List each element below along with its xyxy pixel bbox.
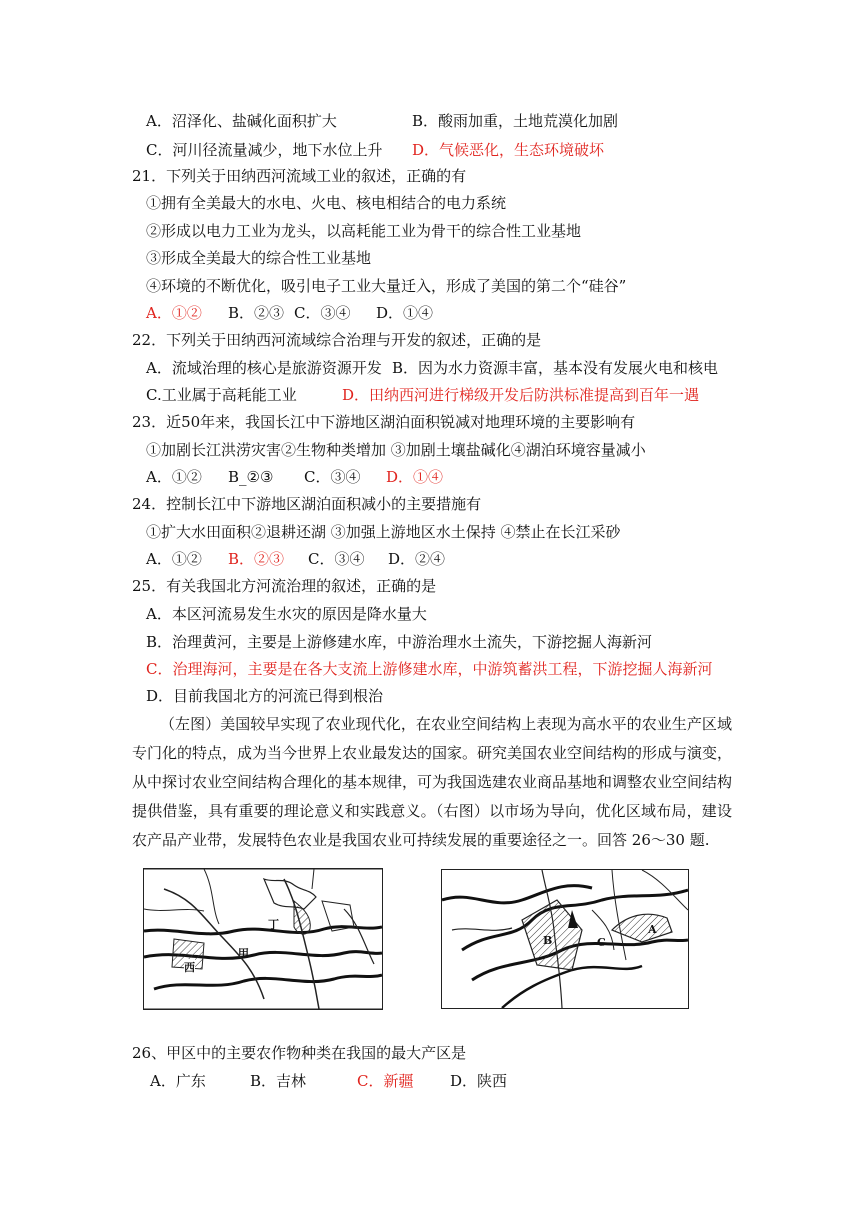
q24-items: ①扩大水田面积②退耕还湖 ③加强上游地区水土保持 ④禁止在长江采砂 [146, 523, 621, 541]
q20-option-c: C．河川径流量减少，地下水位上升 [146, 141, 383, 159]
right-map-drawing [442, 870, 688, 1008]
passage: （左图）美国较早实现了农业现代化，在农业空间结构上表现为高水平的农业生产区域专门化的特点，成为当今世界上农业最发达的国家。研究美国农业空间结构的形成与演变，从中探讨农业空间结构合理化的基本规律，可为我国选建农业商品基地和调整农业空间结构提供借鉴，具有重要的理论意义和实践意义。（右图）以市场为导向，优化区域布局，建设农产品产业带，发展特色农业是我国农业可持续发展的重要途径之一。回答 26～30 题. [132, 715, 733, 849]
left-map-label-jia: 甲 [238, 947, 249, 960]
left-map-label-xi: 西 [184, 961, 195, 974]
q20-option-d-answer: D．气候恶化，生态环境破坏 [412, 141, 605, 159]
q21-option-b: B．②③ [228, 304, 285, 322]
q23-option-c: C．③④ [304, 468, 361, 486]
q21-option-d: D．①④ [376, 304, 434, 322]
q22-option-a: A．流域治理的核心是旅游资源开发 [146, 359, 382, 377]
q25-option-b: B．治理黄河，主要是上游修建水库，中游治理水土流失，下游挖掘人海新河 [146, 633, 653, 651]
q21-option-c: C．③④ [294, 304, 351, 322]
q25-stem: 25．有关我国北方河流治理的叙述，正确的是 [132, 577, 437, 595]
q21-item-4: ④环境的不断优化，吸引电子工业大量迁入，形成了美国的第二个“硅谷” [146, 277, 627, 295]
left-map-label-ding: 丁 [268, 918, 279, 931]
q20-option-b: B．酸雨加重，土地荒漠化加剧 [412, 112, 619, 130]
q21-option-a-answer: A．①② [146, 304, 202, 322]
q26-stem: 26、甲区中的主要农作物种类在我国的最大产区是 [132, 1044, 467, 1062]
q21-item-3: ③形成全美最大的综合性工业基地 [146, 249, 372, 267]
left-map-usa [143, 868, 383, 1010]
q25-option-d: D．目前我国北方的河流已得到根治 [146, 687, 384, 705]
q22-option-c: C.工业属于高耗能工业 [146, 386, 297, 404]
q25-option-a: A．本区河流易发生水灾的原因是降水量大 [146, 605, 427, 623]
q23-items: ①加剧长江洪涝灾害②生物种类增加 ③加剧土壤盐碱化④湖泊环境容量减小 [146, 441, 646, 459]
right-map-label-b: B [543, 934, 553, 947]
q24-option-b-answer: B．②③ [228, 550, 285, 568]
q24-option-a: A．①② [146, 550, 202, 568]
q22-option-d-answer: D．田纳西河进行梯级开发后防洪标准提高到百年一遇 [342, 386, 700, 404]
q22-stem: 22．下列关于田纳西河流域综合治理与开发的叙述，正确的是 [132, 331, 542, 349]
q25-option-c-answer: C．治理海河，主要是在各大支流上游修建水库，中游筑蓄洪工程，下游挖掘人海新河 [146, 660, 713, 678]
right-map-label-a: A [648, 923, 657, 936]
q23-option-d-answer: D．①④ [386, 468, 444, 486]
q21-item-2: ②形成以电力工业为龙头，以高耗能工业为骨干的综合性工业基地 [146, 222, 582, 240]
q24-stem: 24．控制长江中下游地区湖泊面积减小的主要措施有 [132, 495, 482, 513]
q26-option-c-answer: C．新疆 [357, 1072, 414, 1090]
left-map-drawing [144, 869, 382, 1009]
right-map-china [441, 869, 689, 1009]
q23-option-b: B_②③ [228, 468, 274, 486]
q22-option-b: B．因为水力资源丰富，基本没有发展火电和核电 [392, 359, 719, 377]
q23-option-a: A．①② [146, 468, 202, 486]
q21-item-1: ①拥有全美最大的水电、火电、核电相结合的电力系统 [146, 194, 507, 212]
q21-stem: 21．下列关于田纳西河流域工业的叙述，正确的有 [132, 167, 467, 185]
q24-option-c: C．③④ [308, 550, 365, 568]
q20-option-a: A．沼泽化、盐碱化面积扩大 [146, 112, 337, 130]
q24-option-d: D．②④ [388, 550, 446, 568]
q23-stem: 23．近50年来，我国长江中下游地区湖泊面积锐减对地理环境的主要影响有 [132, 413, 636, 431]
q26-option-d: D．陕西 [450, 1072, 508, 1090]
q26-option-b: B．吉林 [250, 1072, 307, 1090]
q26-option-a: A．广东 [150, 1072, 206, 1090]
right-map-label-c: C [597, 936, 606, 949]
